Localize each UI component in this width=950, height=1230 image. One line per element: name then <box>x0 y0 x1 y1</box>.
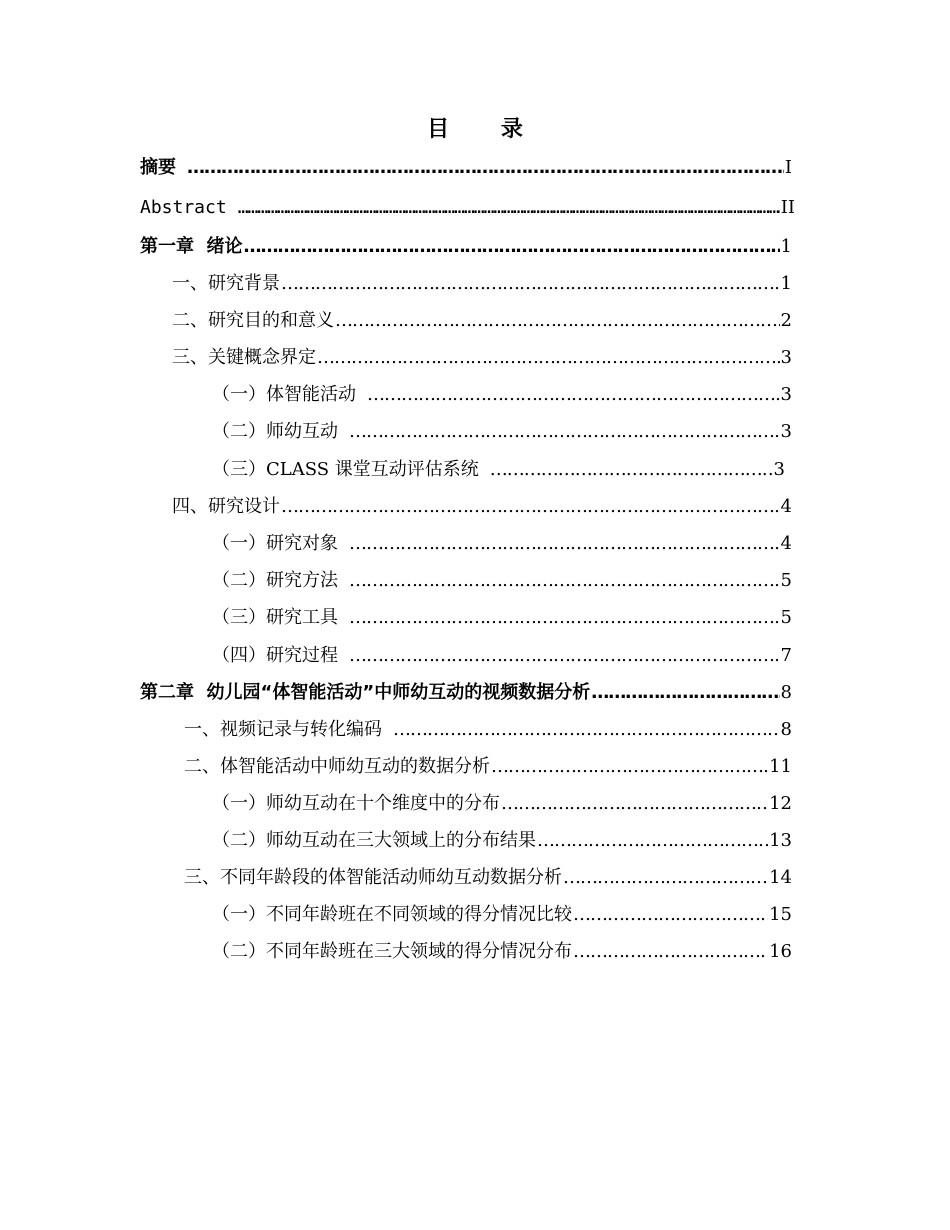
toc-entry-label: 一、研究背景 <box>172 273 280 294</box>
toc-leader-dots <box>349 531 780 557</box>
toc-entry-label: （二）不同年龄班在三大领域的得分情况分布 <box>212 941 572 962</box>
toc-leader-dots <box>244 234 780 260</box>
toc-entry-1-4-3[interactable] <box>212 605 792 631</box>
toc-entry-label: 四、研究设计 <box>172 496 280 517</box>
toc-entry-label: 三、不同年龄段的体智能活动师幼互动数据分析 <box>184 867 562 888</box>
toc-entry-2-3-1[interactable] <box>212 902 792 928</box>
toc-entry-page: 12 <box>769 793 792 814</box>
toc-entry-2-2-1[interactable] <box>212 791 792 817</box>
toc-leader-dots <box>563 865 768 891</box>
toc-entry-label: （四）研究过程 <box>212 645 338 666</box>
toc-entry-1-3-3[interactable] <box>212 457 785 483</box>
toc-entry-1-3-2[interactable] <box>212 419 792 445</box>
toc-entry-page: 11 <box>769 756 792 777</box>
toc-entry-1-1[interactable] <box>172 271 792 297</box>
toc-entry-2-2[interactable] <box>184 754 792 780</box>
toc-entry-label: （一）不同年龄班在不同领域的得分情况比较 <box>212 904 572 925</box>
toc-entry-page: 4 <box>780 533 792 554</box>
toc-leader-dots <box>349 419 780 445</box>
toc-leader-dots <box>238 195 780 221</box>
toc-leader-dots <box>281 271 780 297</box>
toc-leader-dots <box>349 568 780 594</box>
toc-entry-chapter-2[interactable] <box>140 680 792 706</box>
toc-entry-page: 3 <box>780 347 792 368</box>
toc-leader-dots <box>317 345 780 371</box>
toc-entry-label: （三）CLASS 课堂互动评估系统 <box>212 459 479 480</box>
toc-leader-dots <box>491 754 768 780</box>
toc-entry-label: 二、体智能活动中师幼互动的数据分析 <box>184 756 490 777</box>
toc-entry-label: （一）研究对象 <box>212 533 338 554</box>
toc-entry-label: （二）师幼互动 <box>212 421 338 442</box>
toc-entry-page: 3 <box>780 384 792 405</box>
toc-entry-page: 3 <box>780 421 792 442</box>
toc-leader-dots <box>501 791 768 817</box>
toc-entry-label: 三、关键概念界定 <box>172 347 316 368</box>
toc-entry-2-2-2[interactable] <box>212 828 792 854</box>
toc-entry-page: 14 <box>769 867 792 888</box>
toc-entry-page: 8 <box>780 719 792 740</box>
toc-entry-abstract-en[interactable] <box>140 195 795 221</box>
toc-entry-label: 二、研究目的和意义 <box>172 310 334 331</box>
toc-entry-page: 16 <box>769 941 792 962</box>
toc-entry-page: 1 <box>780 236 792 257</box>
toc-leader-dots <box>281 494 780 520</box>
toc-entry-2-3-2[interactable] <box>212 939 792 965</box>
toc-entry-label: Abstract <box>140 197 227 218</box>
toc-entry-page: 1 <box>780 273 792 294</box>
toc-entry-1-3-1[interactable] <box>212 382 792 408</box>
toc-leader-dots <box>187 155 784 181</box>
toc-entry-1-4[interactable] <box>172 494 792 520</box>
toc-leader-dots <box>335 308 780 334</box>
toc-entry-1-4-1[interactable] <box>212 531 792 557</box>
toc-entry-page: 2 <box>780 310 792 331</box>
toc-leader-dots <box>537 828 768 854</box>
toc-entry-page: 4 <box>780 496 792 517</box>
toc-entry-page: 3 <box>773 459 785 480</box>
toc-entry-page: 8 <box>780 682 792 703</box>
toc-entry-2-1[interactable] <box>184 717 792 743</box>
toc-entry-chapter-1[interactable] <box>140 234 792 260</box>
toc-entry-page: 5 <box>780 607 792 628</box>
toc-entry-label: （二）师幼互动在三大领域上的分布结果 <box>212 830 536 851</box>
toc-entry-1-3[interactable] <box>172 345 792 371</box>
toc-entry-page: 7 <box>780 645 792 666</box>
toc-entry-page: 5 <box>780 570 792 591</box>
toc-entry-2-3[interactable] <box>184 865 792 891</box>
toc-entry-label: 摘要 <box>140 157 176 178</box>
toc-leader-dots <box>349 643 780 669</box>
toc-leader-dots <box>367 382 780 408</box>
toc-entry-label: 第一章 绪论 <box>140 236 243 257</box>
toc-entry-1-2[interactable] <box>172 308 792 334</box>
toc-entry-label: 第二章 幼儿园“体智能活动”中师幼互动的视频数据分析 <box>140 682 591 703</box>
toc-entry-page: 13 <box>769 830 792 851</box>
toc-title: 目 录 <box>427 117 545 142</box>
toc-leader-dots <box>573 902 768 928</box>
toc-entry-page: I <box>784 157 792 178</box>
toc-leader-dots <box>349 605 780 631</box>
toc-entry-label: （一）师幼互动在十个维度中的分布 <box>212 793 500 814</box>
toc-entry-page: II <box>780 197 795 218</box>
toc-entry-1-4-4[interactable] <box>212 643 792 669</box>
toc-entry-label: （三）研究工具 <box>212 607 338 628</box>
toc-entry-label: （一）体智能活动 <box>212 384 356 405</box>
toc-entry-1-4-2[interactable] <box>212 568 792 594</box>
toc-entry-label: （二）研究方法 <box>212 570 338 591</box>
toc-entry-label: 一、视频记录与转化编码 <box>184 719 382 740</box>
toc-leader-dots <box>393 717 780 743</box>
toc-leader-dots <box>490 457 773 483</box>
toc-leader-dots <box>591 680 779 706</box>
toc-leader-dots <box>573 939 768 965</box>
toc-entry-abstract-cn[interactable] <box>140 155 792 181</box>
toc-entry-page: 15 <box>769 904 792 925</box>
